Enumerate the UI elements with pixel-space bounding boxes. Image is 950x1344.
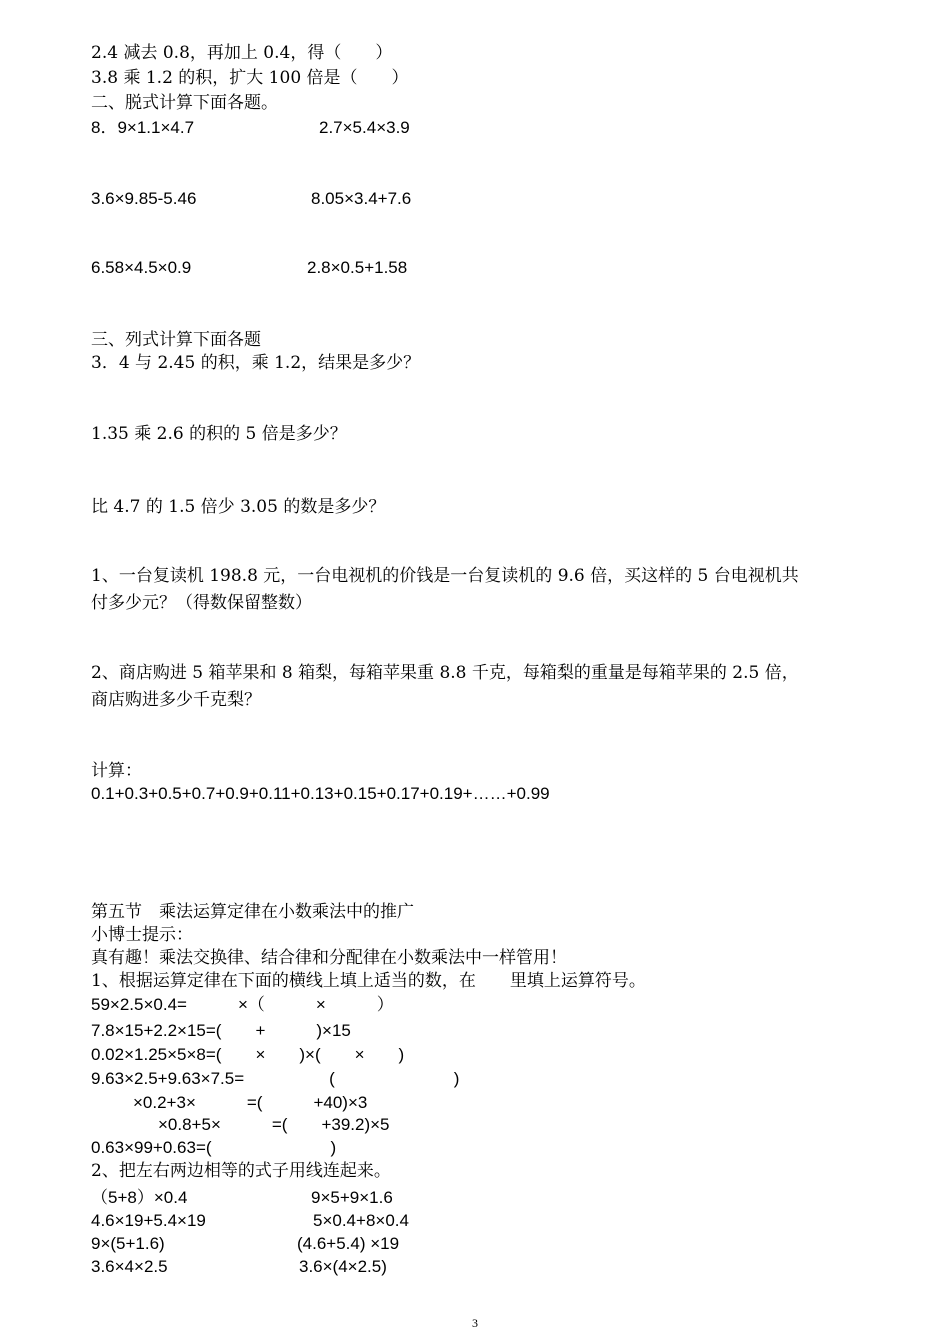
match-left: 4.6×19+5.4×19 <box>91 1211 206 1230</box>
question-label: 计算： <box>91 761 142 781</box>
expression-right: 8.05×3.4+7.6 <box>311 189 412 208</box>
expression-right: 2.8×0.5+1.58 <box>307 258 408 277</box>
fill-expression: 7.8×15+2.2×15=( + )×15 <box>91 1021 351 1040</box>
section-title: 第五节 乘法运算定律在小数乘法中的推广 <box>91 902 414 922</box>
fill-expression: ×0.2+3× =( +40)×3 <box>133 1093 368 1112</box>
expression-left: 3.6×9.85-5.46 <box>91 189 197 208</box>
match-right: 9×5+9×1.6 <box>311 1188 393 1207</box>
fill-expression: 0.63×99+0.63=( ) <box>91 1138 337 1157</box>
match-right: 5×0.4+8×0.4 <box>313 1211 409 1230</box>
section-heading: 三、列式计算下面各题 <box>91 330 261 350</box>
fill-expression: 59×2.5×0.4= ×（ × ） <box>91 995 394 1014</box>
fill-expression: 0.02×1.25×5×8=( × )×( × ) <box>91 1045 405 1064</box>
series-expression: 0.1+0.3+0.5+0.7+0.9+0.11+0.13+0.15+0.17+0.19+……+0.99 <box>91 784 550 803</box>
question-line: 2.4 减去 0.8，再加上 0.4，得（ ） <box>91 43 393 63</box>
tip-text: 真有趣！乘法交换律、结合律和分配律在小数乘法中一样管用！ <box>91 948 567 968</box>
word-problem-line: 商店购进多少千克梨？ <box>91 690 261 710</box>
question-line: 3．4 与 2.45 的积，乘 1.2，结果是多少？ <box>91 353 421 373</box>
match-left: 3.6×4×2.5 <box>91 1257 168 1276</box>
expression-right: 2.7×5.4×3.9 <box>319 118 410 137</box>
expression-left: 8．9×1.1×4.7 <box>91 118 195 137</box>
page-number: 3 <box>472 1316 478 1330</box>
match-right: (4.6+5.4) ×19 <box>297 1234 400 1253</box>
word-problem-line: 2、商店购进 5 箱苹果和 8 箱梨，每箱苹果重 8.8 千克，每箱梨的重量是每箱苹果的 2.5 倍， <box>91 663 799 683</box>
instruction-line: 2、把左右两边相等的式子用线连起来。 <box>91 1161 391 1181</box>
instruction-line: 1、根据运算定律在下面的横线上填上适当的数，在 里填上运算符号。 <box>91 971 646 991</box>
word-problem-line: 1、一台复读机 198.8 元，一台电视机的价钱是一台复读机的 9.6 倍，买这样的 5 台电视机共 <box>91 566 799 586</box>
match-left: 9×(5+1.6) <box>91 1234 165 1253</box>
fill-expression: ×0.8+5× =( +39.2)×5 <box>158 1115 390 1134</box>
expression-left: 6.58×4.5×0.9 <box>91 258 192 277</box>
tip-label: 小博士提示： <box>91 925 193 945</box>
question-line: 1.35 乘 2.6 的积的 5 倍是多少？ <box>91 424 347 444</box>
word-problem-line: 付多少元？（得数保留整数） <box>91 593 312 613</box>
question-line: 比 4.7 的 1.5 倍少 3.05 的数是多少？ <box>91 497 386 517</box>
section-heading: 二、脱式计算下面各题。 <box>91 93 278 113</box>
match-left: （5+8）×0.4 <box>91 1188 188 1207</box>
match-right: 3.6×(4×2.5) <box>299 1257 387 1276</box>
fill-expression: 9.63×2.5+9.63×7.5= ( ) <box>91 1069 460 1088</box>
question-line: 3.8 乘 1.2 的积，扩大 100 倍是（ ） <box>91 68 409 88</box>
